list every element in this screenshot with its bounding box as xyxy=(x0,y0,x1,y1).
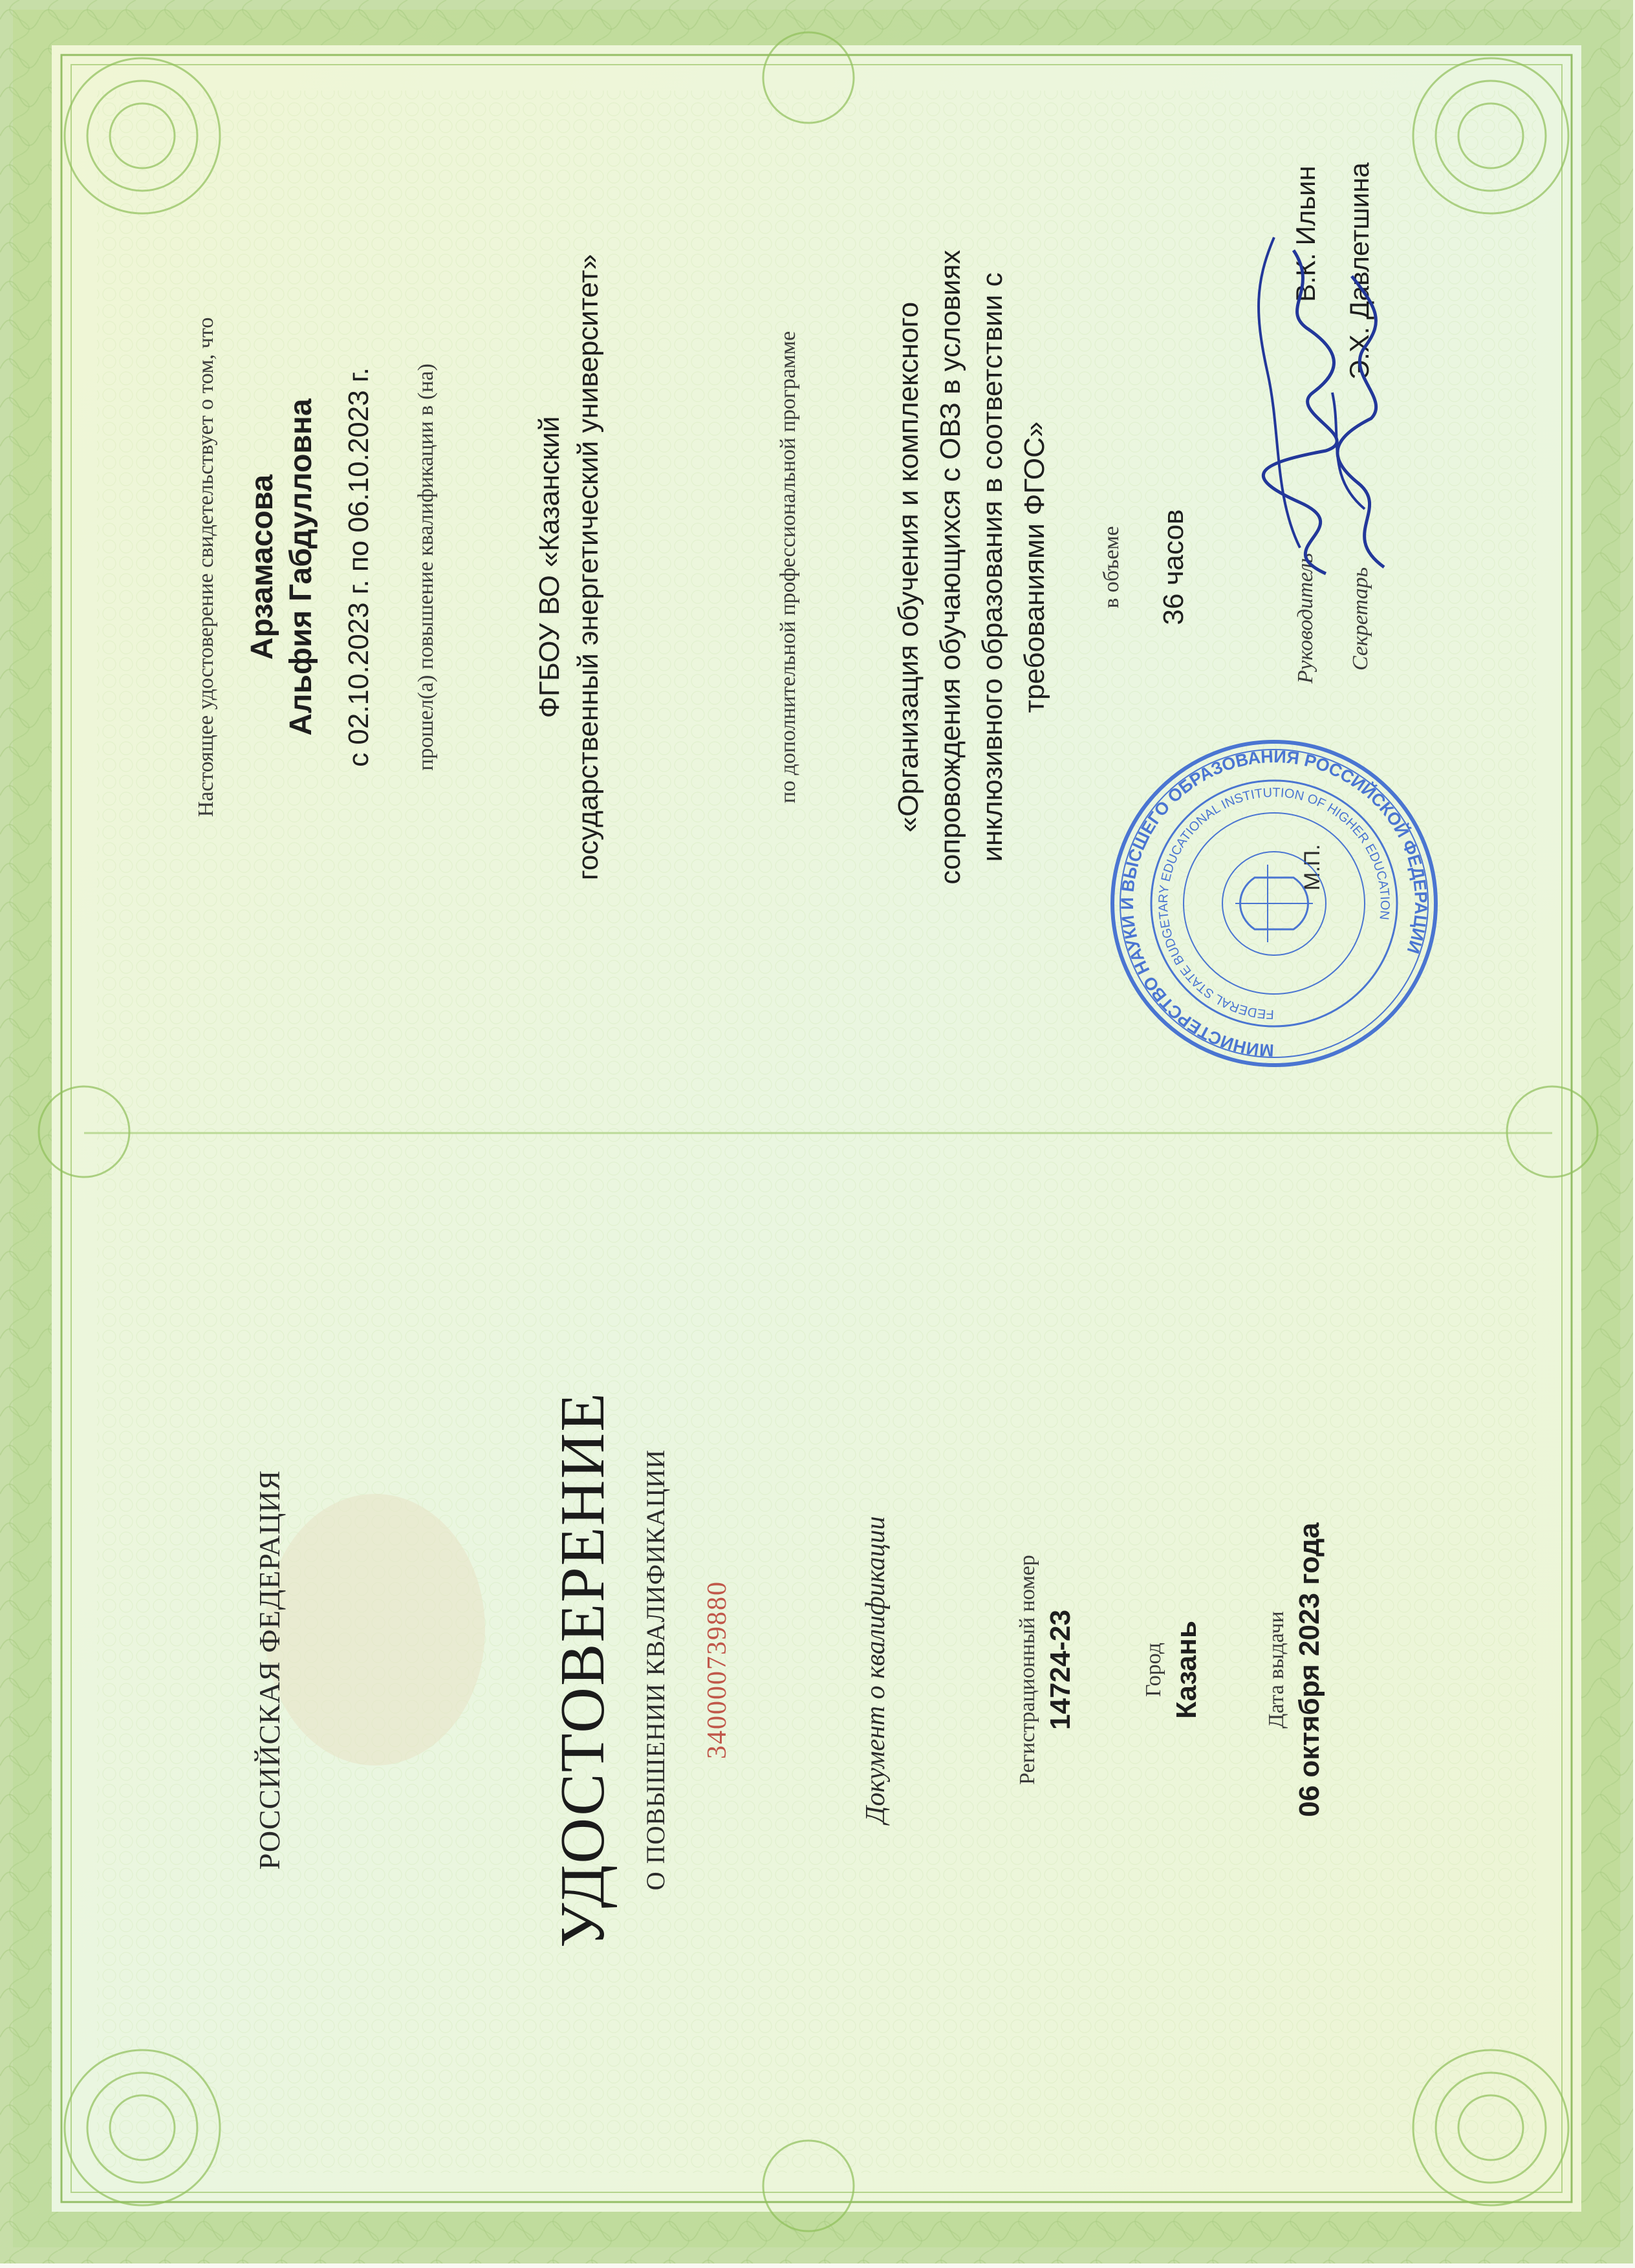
program-label: по дополнительной профессиональной программе xyxy=(776,330,800,804)
secretary-name: Э.Х. Давлетшина xyxy=(1344,162,1374,380)
head-name: В.К. Ильин xyxy=(1290,166,1321,302)
volume-label: в объеме xyxy=(1099,526,1123,609)
issue-date-label: Дата выдачи xyxy=(1264,1611,1288,1729)
city-label: Город xyxy=(1142,1643,1165,1697)
program-title-line-4: требованиями ФГОС» xyxy=(1019,421,1050,713)
volume-hours: 36 часов xyxy=(1158,509,1189,625)
country-label: РОССИЙСКАЯ ФЕДЕРАЦИЯ xyxy=(253,1469,286,1870)
document-type-label: Документ о квалификации xyxy=(861,1516,891,1824)
issue-date: 06 октября 2023 года xyxy=(1294,1522,1325,1817)
head-label: Руководитель xyxy=(1294,553,1317,684)
stamp-place-label: М.П. xyxy=(1300,844,1325,891)
holder-surname: Арзамасова xyxy=(245,474,279,660)
registration-number-label: Регистрационный номер xyxy=(1015,1555,1039,1785)
svg-text:МИНИСТЕРСТВО НАУКИ И ВЫСШЕГО О: МИНИСТЕРСТВО НАУКИ И ВЫСШЕГО ОБРАЗОВАНИЯ РОССИЙСКОЙ ФЕДЕРАЦИИ xyxy=(1117,746,1431,1061)
training-period: с 02.10.2023 г. по 06.10.2023 г. xyxy=(343,367,374,767)
program-title-line-1: «Организация обучения и комплексного xyxy=(893,301,924,833)
organization-line-2: государственный энергетический университет» xyxy=(572,254,604,881)
signatures xyxy=(1229,224,1397,587)
intro-text: Настоящее удостоверение свидетельствует о том, что xyxy=(194,317,218,817)
svg-text:FEDERAL STATE BUDGETARY EDUCAT: FEDERAL STATE BUDGETARY EDUCATIONAL INSTITUTION OF HIGHER EDUCATION xyxy=(1156,785,1392,1022)
document-subtitle: О ПОВЫШЕНИИ КВАЛИФИКАЦИИ xyxy=(641,1449,670,1891)
program-title-line-3: инклюзивного образования в соответствии с xyxy=(977,272,1008,862)
city: Казань xyxy=(1171,1621,1202,1719)
secretary-label: Секретарь xyxy=(1348,567,1372,671)
holder-given-names: Альфия Габдулловна xyxy=(284,398,318,736)
program-title-line-2: сопровождения обучающихся с ОВЗ в условиях xyxy=(935,250,966,885)
organization-line-1: ФГБОУ ВО «Казанский xyxy=(534,416,565,718)
stamp-seal xyxy=(1106,735,1442,1072)
official-stamp xyxy=(1106,735,1442,1072)
passed-text: прошел(а) повышение квалификации в (на) xyxy=(414,363,438,771)
serial-number: 340000739880 xyxy=(702,1581,732,1759)
document-title: УДОСТОВЕРЕНИЕ xyxy=(548,1391,618,1949)
registration-number: 14724-23 xyxy=(1045,1610,1076,1730)
